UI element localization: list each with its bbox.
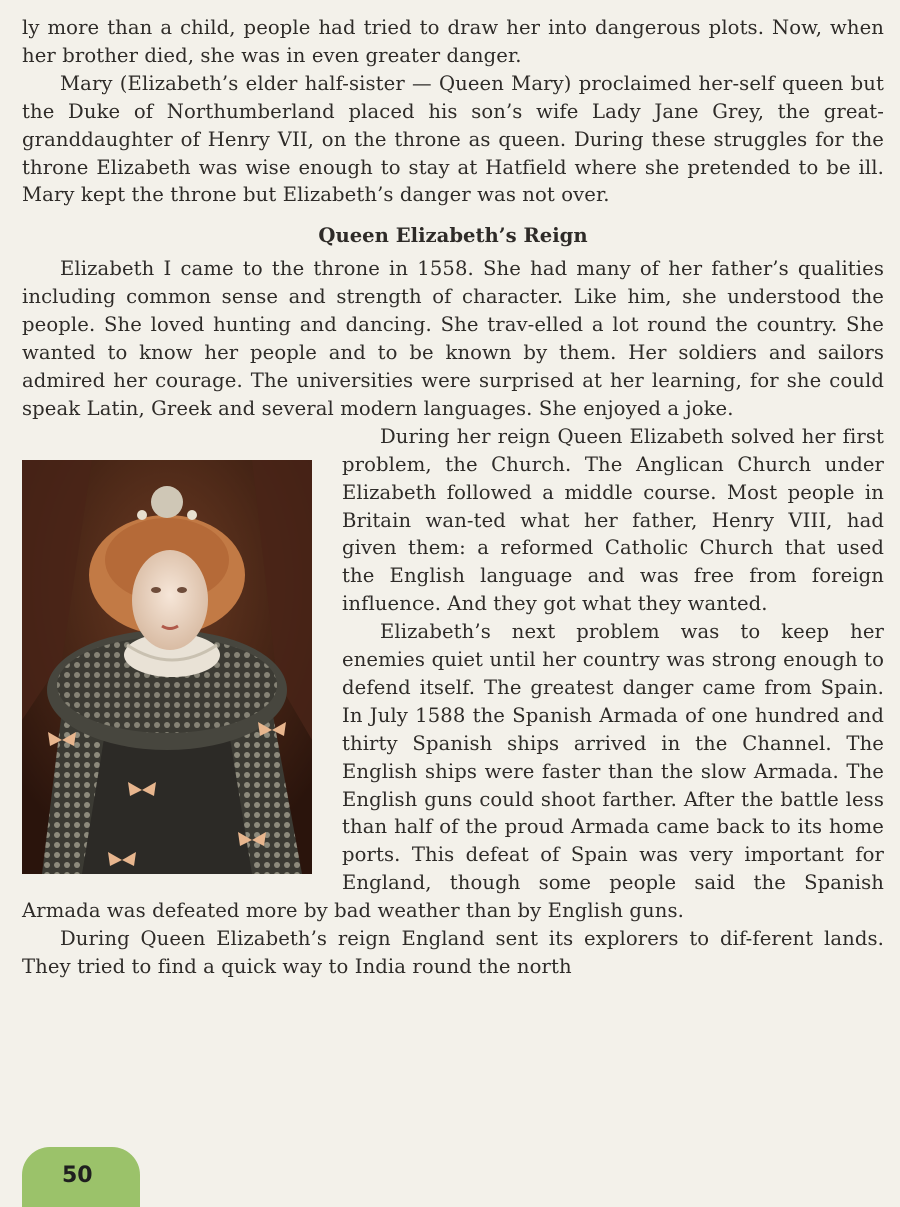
section-heading: Queen Elizabeth’s Reign bbox=[318, 224, 588, 248]
paragraph-3: Elizabeth I came to the throne in 1558. She had many of her father’s qualities including common sense and strength of character. Like him, she understood the people. She loved hunting and dancing. She trav-elled a lot round the country. She wanted to know her people and to be known by them. Her soldiers and sailors admired her courage. The universities were surprised at her learning, for she could speak Latin, Greek and several modern languages. She enjoyed a joke. bbox=[22, 257, 884, 420]
paragraph-4: During her reign Queen Elizabeth solved her first problem, the Church. The Anglican Church under Elizabeth followed a middle course. Most people in Britain wan-ted what her father, Henry VIII, had given them: a reformed Catholic Church that used the English language and was free from foreign influence. And they got what they wanted. bbox=[342, 424, 884, 616]
paragraph-5: Elizabeth’s next problem was to keep her enemies quiet until her country was strong enough to defend itself. The greatest danger came from Spain. In July 1588 the Spanish Armada of one hundred and thirty Spanish ships arrived in the Channel. The English ships were faster than the slow Armada. The English guns could shoot farther. After the battle less than half of the proud Armada came back to its home ports. This defeat of Spain was very important for England, though some people said the Spanish Armada was defeated more by bad weather than by English guns. bbox=[22, 620, 884, 923]
paragraph-6: During Queen Elizabeth’s reign England sent its explorers to dif-ferent lands. They tried to find a quick way to India round the north bbox=[22, 927, 884, 978]
paragraph-2: Mary (Elizabeth’s elder half-sister — Queen Mary) proclaimed her-self queen but the Duke of Northumberland placed his son’s wife Lady Jane Grey, the great-granddaughter of Henry VII, on the throne as queen. During these struggles for the throne Elizabeth was wise enough to stay at Hatfield where she pretended to be ill. Mary kept the throne but Elizabeth’s danger was not over. bbox=[22, 71, 884, 207]
queen-elizabeth-portrait-image bbox=[22, 460, 312, 874]
page-number: 50 bbox=[62, 1163, 93, 1188]
paragraph-1: ly more than a child, people had tried to draw her into dangerous plots. Now, when her brother died, she was in even greater danger. bbox=[22, 16, 884, 67]
page-body bbox=[22, 14, 884, 981]
